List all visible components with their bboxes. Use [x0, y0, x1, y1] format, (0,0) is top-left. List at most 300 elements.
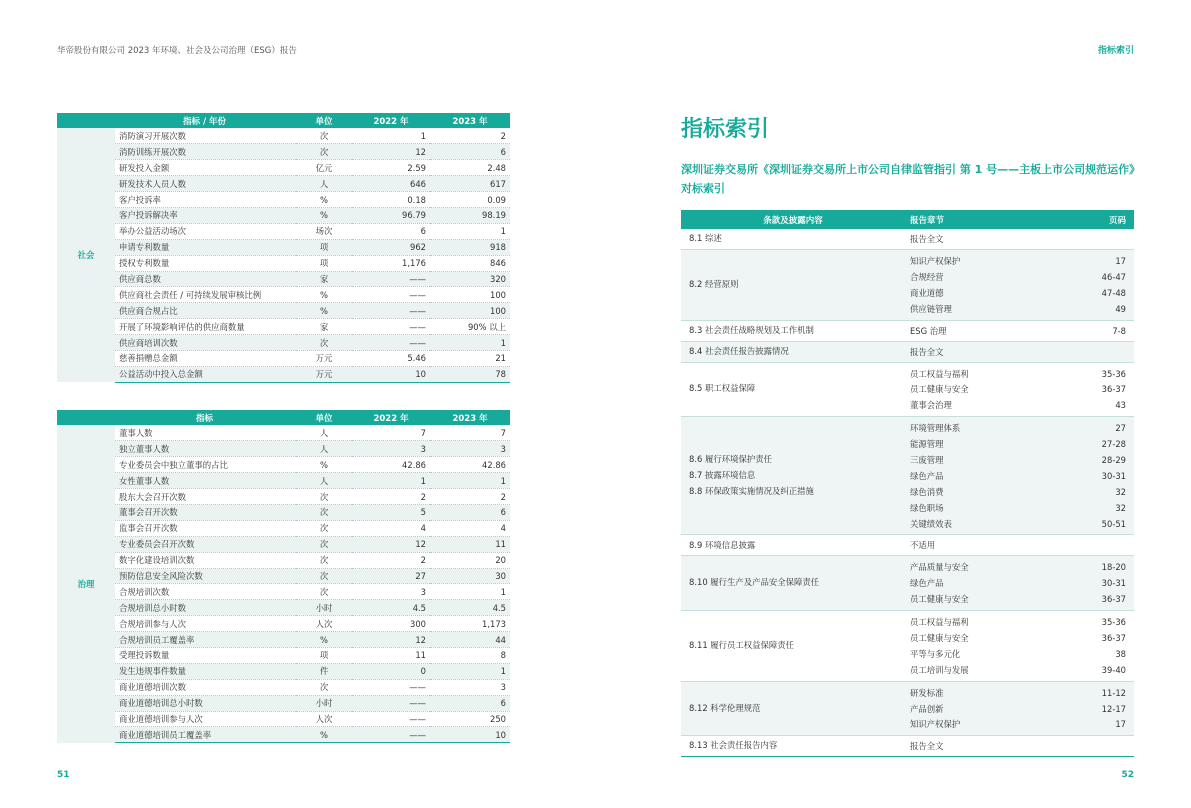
- clause-list: [689, 323, 814, 339]
- value-2022: 2.59: [352, 160, 430, 176]
- table-row: [57, 160, 510, 176]
- page-ref: 11-12: [1101, 687, 1126, 698]
- index-item: [905, 537, 1134, 553]
- value-2022: 4.5: [352, 600, 430, 616]
- index-item: [905, 231, 1134, 247]
- col-header-indicator: 指标: [57, 410, 296, 425]
- value-2022: 42.86: [352, 457, 430, 473]
- clause-label: 8.3 社会责任战略规划及工作机制: [689, 324, 814, 335]
- value-2022: ——: [352, 271, 430, 287]
- clause-label: 8.11 履行员工权益保障责任: [689, 639, 795, 650]
- index-item: [905, 646, 1134, 662]
- clause-cell: [681, 321, 905, 341]
- section-name: 能源管理: [910, 439, 944, 450]
- index-item: [905, 323, 1134, 339]
- value-2022: ——: [352, 335, 430, 351]
- section-list: [905, 535, 1134, 555]
- section-name: 环境管理体系: [910, 423, 961, 434]
- col-header-clause: 条款及披露内容: [763, 215, 823, 226]
- col-header-2022: 2022 年: [352, 410, 430, 425]
- table-row: [57, 679, 510, 695]
- section-list: [905, 229, 1134, 249]
- unit-cell: 次: [296, 335, 352, 351]
- unit-cell: %: [296, 632, 352, 648]
- col-header-2023: 2023 年: [430, 113, 510, 128]
- index-group: [681, 417, 1134, 535]
- unit-cell: 次: [296, 520, 352, 536]
- clause-label: 8.6 履行环境保护责任: [689, 453, 772, 464]
- page-ref: 49: [1115, 303, 1126, 314]
- table-row: [57, 711, 510, 727]
- indicator-name: 商业道德培训参与人次: [115, 711, 296, 727]
- indicator-name: 合规培训员工覆盖率: [115, 632, 296, 648]
- value-2023: 4: [430, 520, 510, 536]
- value-2022: 7: [352, 425, 430, 441]
- section-name: 关键绩效表: [910, 518, 952, 529]
- value-2023: 6: [430, 695, 510, 711]
- unit-cell: %: [296, 192, 352, 208]
- value-2023: 6: [430, 144, 510, 160]
- unit-cell: 次: [296, 536, 352, 552]
- value-2022: 0: [352, 663, 430, 679]
- value-2023: 1: [430, 335, 510, 351]
- clause-cell: [681, 229, 905, 249]
- unit-cell: 人次: [296, 616, 352, 632]
- index-item: [905, 484, 1134, 500]
- category-label: 治理: [57, 425, 115, 743]
- indicator-name: 数字化建设培训次数: [115, 552, 296, 568]
- unit-cell: 场次: [296, 223, 352, 239]
- clause-cell: [681, 363, 905, 417]
- index-item: [905, 301, 1134, 317]
- clause-list: [689, 575, 819, 591]
- clause-cell: [681, 342, 905, 362]
- index-item: [905, 516, 1134, 532]
- index-item: [905, 630, 1134, 646]
- section-header-title: 指标索引: [1097, 46, 1134, 56]
- section-list: [905, 250, 1134, 320]
- page-ref: 46-47: [1101, 271, 1126, 282]
- unit-cell: 家: [296, 271, 352, 287]
- value-2022: 96.79: [352, 207, 430, 223]
- unit-cell: %: [296, 457, 352, 473]
- section-name: 商业道德: [910, 287, 944, 298]
- clause-list: [689, 381, 755, 397]
- unit-cell: 件: [296, 663, 352, 679]
- table-row: [57, 489, 510, 505]
- value-2022: ——: [352, 287, 430, 303]
- unit-cell: 家: [296, 319, 352, 335]
- table-row: [57, 303, 510, 319]
- index-group: [681, 321, 1134, 342]
- page-ref: 38: [1115, 648, 1126, 659]
- unit-cell: 小时: [296, 695, 352, 711]
- index-subtitle: 深圳证券交易所《深圳证券交易所上市公司自律监管指引 第 1 号——主板上市公司规范运作》对标索引: [681, 163, 1135, 195]
- page-ref: 27: [1115, 423, 1126, 434]
- value-2022: 646: [352, 176, 430, 192]
- table-row: [57, 552, 510, 568]
- clause-cell: [681, 611, 905, 681]
- col-header-page: 页码: [1108, 215, 1126, 226]
- unit-cell: 项: [296, 647, 352, 663]
- clause-cell: [681, 417, 905, 534]
- section-name: 绿色产品: [910, 578, 944, 589]
- value-2022: 1,176: [352, 255, 430, 271]
- section-name: 知识产权保护: [910, 255, 961, 266]
- clause-cell: [681, 250, 905, 320]
- value-2023: 2: [430, 128, 510, 144]
- page-ref: 18-20: [1101, 562, 1126, 573]
- clause-cell: [681, 682, 905, 736]
- section-list: [905, 321, 1134, 341]
- page-ref: 28-29: [1101, 454, 1126, 465]
- index-item: [905, 614, 1134, 630]
- index-group: [681, 736, 1134, 757]
- col-header-indicator: 指标 / 年份: [57, 113, 296, 128]
- table-row: [57, 616, 510, 632]
- indicator-name: 供应商总数: [115, 271, 296, 287]
- index-item: [905, 468, 1134, 484]
- index-item: [905, 685, 1134, 701]
- value-2023: 78: [430, 366, 510, 382]
- page-ref: 35-36: [1101, 617, 1126, 628]
- value-2022: ——: [352, 303, 430, 319]
- section-name: 产品创新: [910, 703, 944, 714]
- value-2023: 90% 以上: [430, 319, 510, 335]
- indicator-name: 监事会召开次数: [115, 520, 296, 536]
- indicator-name: 研发投入金额: [115, 160, 296, 176]
- section-list: [905, 417, 1134, 534]
- table-row: [57, 695, 510, 711]
- governance-indicator-table: [57, 410, 510, 743]
- value-2022: 2: [352, 552, 430, 568]
- table-row: [57, 350, 510, 366]
- unit-cell: %: [296, 287, 352, 303]
- indicator-name: 合规培训次数: [115, 584, 296, 600]
- table-row: [57, 632, 510, 648]
- indicator-name: 董事人数: [115, 425, 296, 441]
- indicator-name: 商业道德培训总小时数: [115, 695, 296, 711]
- indicator-name: 消防演习开展次数: [115, 128, 296, 144]
- value-2022: 5: [352, 504, 430, 520]
- value-2022: 6: [352, 223, 430, 239]
- clause-list: [689, 344, 789, 360]
- page-ref: 32: [1115, 486, 1126, 497]
- table-row: [57, 287, 510, 303]
- unit-cell: 次: [296, 679, 352, 695]
- page-ref: 47-48: [1101, 287, 1126, 298]
- indicator-name: 举办公益活动场次: [115, 223, 296, 239]
- value-2023: 1: [430, 584, 510, 600]
- page-ref: 36-37: [1101, 594, 1126, 605]
- value-2023: 1: [430, 473, 510, 489]
- clause-list: [689, 638, 794, 654]
- page-number-right: 52: [1121, 770, 1134, 780]
- unit-cell: %: [296, 303, 352, 319]
- table-row: [57, 207, 510, 223]
- index-item: [905, 269, 1134, 285]
- clause-label: 8.12 科学伦理规范: [689, 702, 761, 713]
- index-item: [905, 436, 1134, 452]
- table-row: [57, 504, 510, 520]
- unit-cell: 万元: [296, 366, 352, 382]
- table-row: [57, 128, 510, 144]
- value-2022: 10: [352, 366, 430, 382]
- page-ref: 43: [1115, 400, 1126, 411]
- section-list: [905, 736, 1134, 756]
- clause-label: 8.10 履行生产及产品安全保障责任: [689, 577, 820, 588]
- indicator-name: 消防训练开展次数: [115, 144, 296, 160]
- value-2023: 100: [430, 287, 510, 303]
- col-header-2023: 2023 年: [430, 410, 510, 425]
- index-item: [905, 420, 1134, 436]
- page-title: 指标索引: [681, 117, 770, 142]
- page-ref: 30-31: [1101, 470, 1126, 481]
- value-2023: 4.5: [430, 600, 510, 616]
- index-group: [681, 342, 1134, 363]
- indicator-name: 供应商培训次数: [115, 335, 296, 351]
- clause-label: 8.1 综述: [689, 233, 722, 244]
- unit-cell: 万元: [296, 350, 352, 366]
- unit-cell: 小时: [296, 600, 352, 616]
- value-2023: 100: [430, 303, 510, 319]
- value-2022: 2: [352, 489, 430, 505]
- value-2023: 42.86: [430, 457, 510, 473]
- value-2023: 7: [430, 425, 510, 441]
- table-row: [57, 239, 510, 255]
- unit-cell: 次: [296, 552, 352, 568]
- value-2022: 12: [352, 144, 430, 160]
- clause-cell: [681, 535, 905, 555]
- unit-cell: 项: [296, 255, 352, 271]
- index-item: [905, 253, 1134, 269]
- page-ref: 30-31: [1101, 578, 1126, 589]
- indicator-name: 客户投诉解决率: [115, 207, 296, 223]
- page-ref: 7-8: [1112, 325, 1126, 336]
- index-item: [905, 285, 1134, 301]
- index-group: [681, 556, 1134, 611]
- value-2022: 5.46: [352, 350, 430, 366]
- value-2022: ——: [352, 711, 430, 727]
- value-2023: 1: [430, 223, 510, 239]
- index-group: [681, 535, 1134, 556]
- indicator-name: 慈善捐赠总金额: [115, 350, 296, 366]
- table-row: [57, 335, 510, 351]
- value-2022: 27: [352, 568, 430, 584]
- table-row: [57, 536, 510, 552]
- section-list: [905, 363, 1134, 417]
- section-name: 绿色产品: [910, 470, 944, 481]
- clause-list: [689, 452, 814, 500]
- clause-label: 8.4 社会责任报告披露情况: [689, 345, 789, 356]
- clause-label: 8.7 披露环境信息: [689, 469, 756, 480]
- value-2022: 11: [352, 647, 430, 663]
- section-name: 报告全文: [910, 346, 944, 357]
- table-row: [57, 727, 510, 743]
- indicator-name: 公益活动中投入总金额: [115, 366, 296, 382]
- index-group: [681, 229, 1134, 250]
- section-name: 三废管理: [910, 454, 944, 465]
- value-2023: 1,173: [430, 616, 510, 632]
- indicator-name: 申请专利数量: [115, 239, 296, 255]
- value-2023: 6: [430, 504, 510, 520]
- clause-cell: [681, 556, 905, 610]
- value-2022: 4: [352, 520, 430, 536]
- value-2023: 98.19: [430, 207, 510, 223]
- index-item: [905, 738, 1134, 754]
- clause-list: [689, 277, 738, 293]
- section-name: 绿色消费: [910, 486, 944, 497]
- clause-list: [689, 701, 761, 717]
- page-number-left: 51: [57, 770, 70, 780]
- unit-cell: 人: [296, 441, 352, 457]
- table-row: [57, 271, 510, 287]
- index-item: [905, 662, 1134, 678]
- section-name: 知识产权保护: [910, 719, 961, 730]
- value-2022: 3: [352, 441, 430, 457]
- unit-cell: 次: [296, 584, 352, 600]
- value-2023: 2.48: [430, 160, 510, 176]
- table-row: [57, 520, 510, 536]
- page-ref: 35-36: [1101, 368, 1126, 379]
- clause-label: 8.13 社会责任报告内容: [689, 740, 778, 751]
- section-list: [905, 611, 1134, 681]
- indicator-name: 供应商合规占比: [115, 303, 296, 319]
- section-name: 不适用: [910, 540, 936, 551]
- index-table-header: [681, 210, 1134, 229]
- value-2023: 21: [430, 350, 510, 366]
- indicator-name: 董事会召开次数: [115, 504, 296, 520]
- indicator-name: 研发技术人员人数: [115, 176, 296, 192]
- value-2023: 846: [430, 255, 510, 271]
- value-2022: 3: [352, 584, 430, 600]
- index-item: [905, 366, 1134, 382]
- section-name: 平等与多元化: [910, 648, 961, 659]
- page-ref: 17: [1115, 719, 1126, 730]
- report-header-title: 华帝股份有限公司 2023 年环境、社会及公司治理（ESG）报告: [57, 46, 297, 56]
- index-item: [905, 591, 1134, 607]
- value-2023: 3: [430, 679, 510, 695]
- value-2023: 44: [430, 632, 510, 648]
- section-name: 董事会治理: [910, 400, 952, 411]
- section-name: 报告全文: [910, 233, 944, 244]
- social-indicator-table: [57, 113, 510, 383]
- indicator-name: 预防信息安全风险次数: [115, 568, 296, 584]
- section-name: 员工健康与安全: [910, 594, 969, 605]
- section-name: ESG 治理: [910, 325, 947, 336]
- unit-cell: 次: [296, 144, 352, 160]
- unit-cell: 人次: [296, 711, 352, 727]
- value-2022: ——: [352, 319, 430, 335]
- clause-list: [689, 538, 755, 554]
- index-group: [681, 250, 1134, 321]
- section-name: 员工权益与福利: [910, 617, 969, 628]
- clause-list: [689, 738, 777, 754]
- section-name: 报告全文: [910, 741, 944, 752]
- indicator-name: 受理投诉数量: [115, 647, 296, 663]
- table-row: [57, 584, 510, 600]
- indicator-name: 客户投诉率: [115, 192, 296, 208]
- value-2022: 12: [352, 536, 430, 552]
- unit-cell: 人: [296, 176, 352, 192]
- index-group: [681, 682, 1134, 737]
- indicator-name: 专业委员会召开次数: [115, 536, 296, 552]
- section-name: 供应链管理: [910, 303, 952, 314]
- col-header-section: 报告章节: [910, 215, 945, 226]
- col-header-unit: 单位: [296, 410, 352, 425]
- value-2023: 250: [430, 711, 510, 727]
- value-2023: 8: [430, 647, 510, 663]
- clause-list: [689, 231, 722, 247]
- col-header-2022: 2022 年: [352, 113, 430, 128]
- index-item: [905, 397, 1134, 413]
- index-item: [905, 559, 1134, 575]
- value-2022: 1: [352, 473, 430, 489]
- page-ref: 32: [1115, 502, 1126, 513]
- table-row: [57, 176, 510, 192]
- value-2022: ——: [352, 695, 430, 711]
- unit-cell: 次: [296, 489, 352, 505]
- section-name: 员工权益与福利: [910, 368, 969, 379]
- page-ref: 36-37: [1101, 632, 1126, 643]
- value-2023: 10: [430, 727, 510, 743]
- section-name: 员工培训与发展: [910, 664, 969, 675]
- page-ref: 17: [1115, 255, 1126, 266]
- unit-cell: %: [296, 207, 352, 223]
- table-row: [57, 144, 510, 160]
- value-2022: ——: [352, 679, 430, 695]
- value-2023: 20: [430, 552, 510, 568]
- unit-cell: 次: [296, 128, 352, 144]
- index-item: [905, 500, 1134, 516]
- table-row: [57, 457, 510, 473]
- indicator-name: 独立董事人数: [115, 441, 296, 457]
- table-row: [57, 473, 510, 489]
- value-2023: 2: [430, 489, 510, 505]
- table-row: [57, 663, 510, 679]
- value-2023: 0.09: [430, 192, 510, 208]
- table-row: [57, 192, 510, 208]
- section-name: 员工健康与安全: [910, 632, 969, 643]
- indicator-name: 女性董事人数: [115, 473, 296, 489]
- index-group: [681, 611, 1134, 682]
- value-2022: 12: [352, 632, 430, 648]
- unit-cell: 亿元: [296, 160, 352, 176]
- value-2023: 320: [430, 271, 510, 287]
- page-ref: 36-37: [1101, 384, 1126, 395]
- index-group: [681, 363, 1134, 418]
- table-row: [57, 366, 510, 382]
- unit-cell: 次: [296, 568, 352, 584]
- category-label: 社会: [57, 128, 115, 382]
- value-2023: 3: [430, 441, 510, 457]
- section-list: [905, 342, 1134, 362]
- section-name: 员工健康与安全: [910, 384, 969, 395]
- indicator-name: 股东大会召开次数: [115, 489, 296, 505]
- clause-label: 8.8 环保政策实施情况及纠正措施: [689, 485, 814, 496]
- table-row: [57, 441, 510, 457]
- index-item: [905, 452, 1134, 468]
- unit-cell: 人: [296, 425, 352, 441]
- value-2022: 0.18: [352, 192, 430, 208]
- table-row: [57, 568, 510, 584]
- table-row: [57, 255, 510, 271]
- section-name: 研发标准: [910, 687, 944, 698]
- value-2022: 1: [352, 128, 430, 144]
- clause-label: 8.2 经营原则: [689, 278, 739, 289]
- unit-cell: 人: [296, 473, 352, 489]
- value-2022: ——: [352, 727, 430, 743]
